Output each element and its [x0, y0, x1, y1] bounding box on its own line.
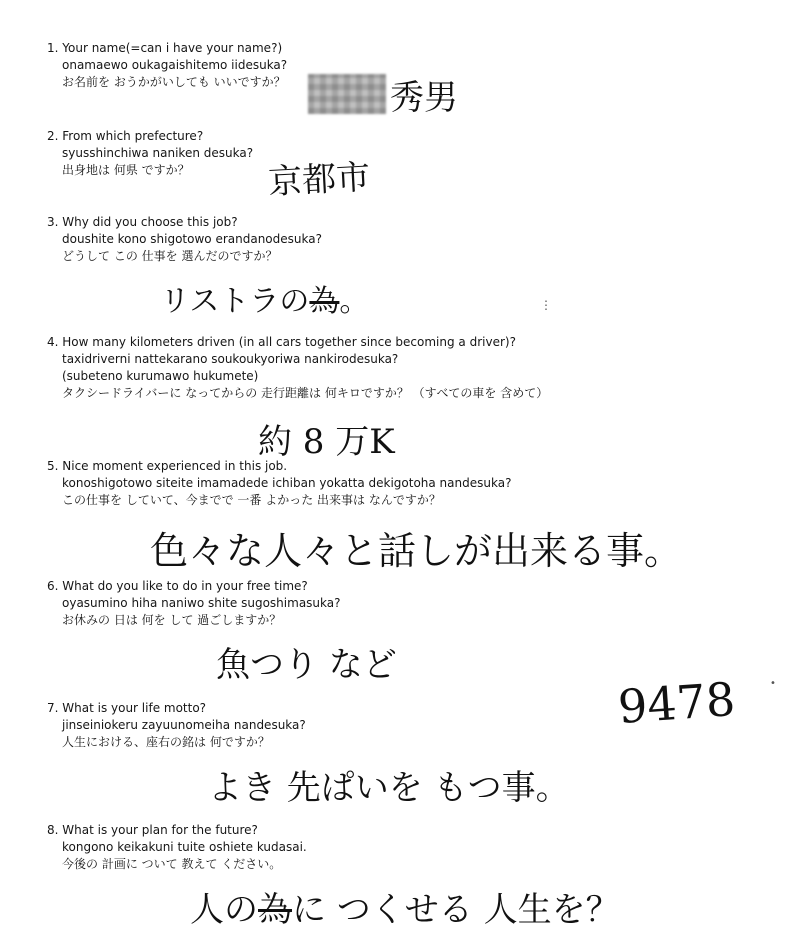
answer-4: 約 8 万K — [258, 422, 395, 462]
answer-2: 京都市 — [267, 157, 372, 203]
redacted-name-blur — [308, 74, 386, 114]
stray-mark: ⋮ — [540, 298, 552, 312]
question-2-ja: 出身地は 何県 ですか？ — [62, 163, 190, 177]
question-4 — [47, 334, 587, 402]
answer-3-text: リストラの — [160, 284, 310, 319]
answer-3 — [160, 276, 369, 320]
question-4-ja: (subeteno kurumawo hukumete) — [62, 369, 259, 383]
question-6-romaji: oyasumino hiha naniwo shite sugoshimasuka? — [62, 596, 341, 610]
question-3-romaji: doushite kono shigotowo erandanodesuka? — [62, 232, 322, 246]
question-4-romaji: taxidriverni nattekarano soukoukyoriwa nankirodesuka? — [62, 352, 399, 366]
answer-8-text: 人の — [190, 890, 258, 930]
side-number: 9478 — [616, 671, 737, 735]
question-7-ja: 人生における、座右の銘は 何ですか？ — [62, 735, 270, 749]
question-3-ja: どうして この 仕事を 選んだのですか？ — [62, 249, 278, 263]
answer-8 — [190, 882, 620, 931]
question-3 — [47, 214, 587, 265]
answer-6: 魚つり など — [216, 645, 397, 685]
stray-dot: • — [770, 678, 776, 689]
question-8-romaji: kongono keikakuni tuite oshiete kudasai. — [62, 840, 307, 854]
answer-8-end: に つくせる 人生を？ — [292, 890, 620, 930]
question-8-ja: 今後の 計画に ついて 教えて ください。 — [62, 857, 282, 871]
question-6 — [47, 578, 587, 629]
answer-5: 色々な人々と話しが出来る事。 — [150, 529, 683, 573]
question-1-romaji: onamaewo oukagaishitemo iidesuka? — [62, 58, 288, 72]
question-4-extra: タクシードライバーに なってからの 走行距離は 何キロですか？ （すべての車を 含めて） — [62, 386, 549, 400]
question-6-ja: お休みの 日は 何を して 過ごしますか？ — [62, 613, 282, 627]
question-4-en: 4. How many kilometers driven (in all cars together since becoming a driver)? — [47, 335, 516, 349]
question-2-romaji: syusshinchiwa naniken desuka? — [62, 146, 254, 160]
question-1-ja: お名前を おうかがいしても いいですか？ — [62, 75, 286, 89]
answer-3-end: 。 — [339, 284, 370, 319]
question-5-en: 5. Nice moment experienced in this job. — [47, 459, 288, 473]
answer-7: よき 先ぱいを もつ事。 — [208, 768, 570, 808]
answer-3-struck-word: 為 — [309, 284, 340, 319]
question-5 — [47, 458, 587, 509]
question-7-romaji: jinseiniokeru zayuunomeiha nandesuka? — [62, 718, 306, 732]
question-1-en: 1. Your name(=can i have your name?) — [47, 41, 283, 55]
question-8 — [47, 822, 587, 873]
question-7-en: 7. What is your life motto? — [47, 701, 207, 715]
question-5-ja: この仕事を していて、今までで 一番 よかった 出来事は なんですか？ — [62, 493, 441, 507]
question-3-en: 3. Why did you choose this job? — [47, 215, 238, 229]
answer-8-struck-word: 為 — [258, 890, 292, 930]
question-7 — [47, 700, 587, 751]
question-5-romaji: konoshigotowo siteite imamadede ichiban yokatta dekigotoha nandesuka? — [62, 476, 512, 490]
question-8-en: 8. What is your plan for the future? — [47, 823, 258, 837]
answer-1: 秀男 — [390, 78, 458, 118]
question-2-en: 2. From which prefecture? — [47, 129, 204, 143]
question-6-en: 6. What do you like to do in your free time? — [47, 579, 308, 593]
